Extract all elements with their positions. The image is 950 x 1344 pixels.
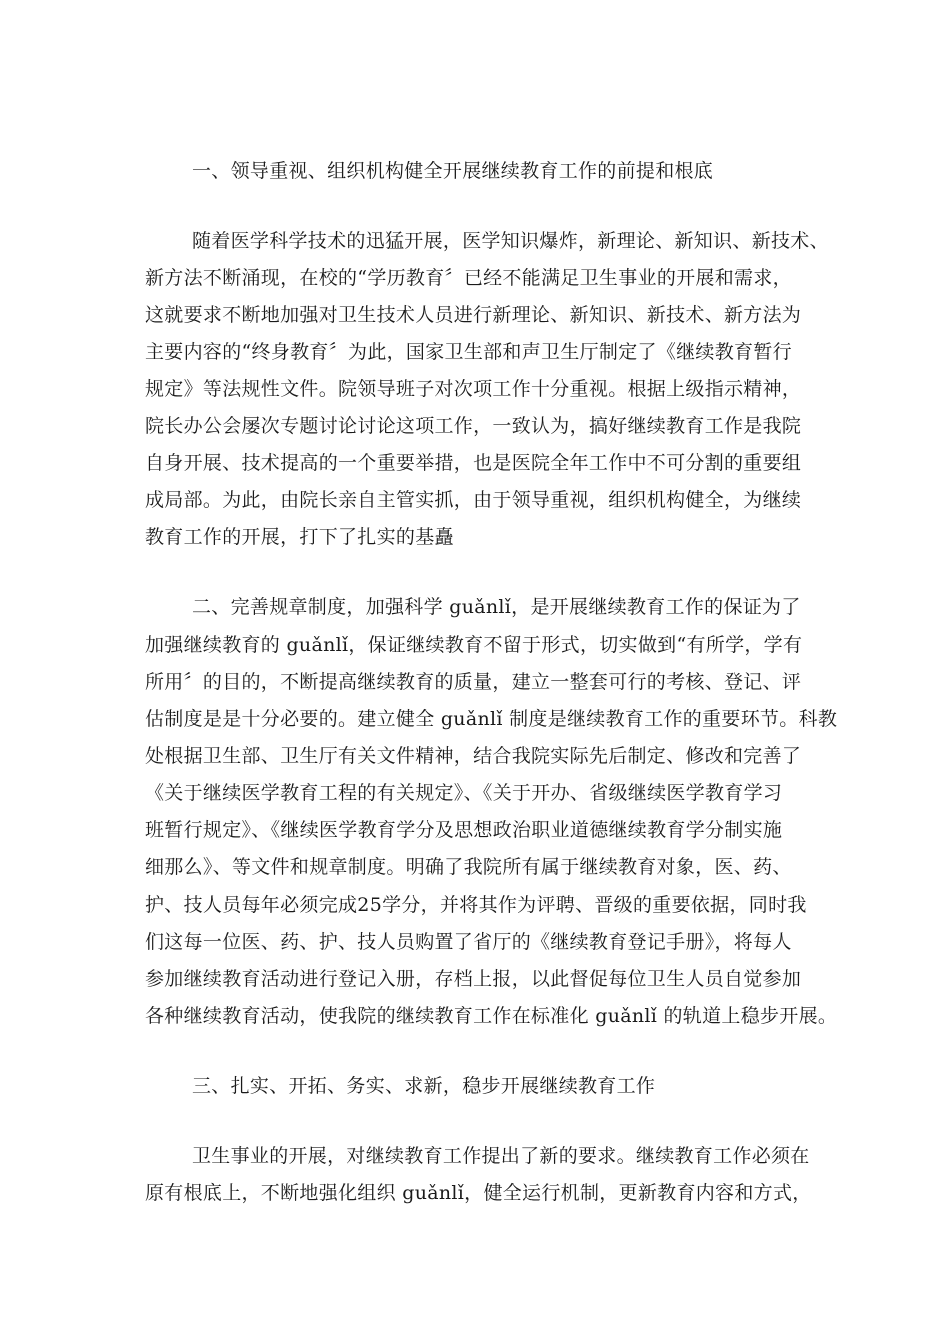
- section2-line: 班暂行规定》、《继续医学教育学分及思想政治职业道德继续教育学分制实施: [145, 819, 783, 841]
- section1-heading: 一、领导重视、组织机构健全开展继续教育工作的前提和根底: [192, 160, 714, 182]
- section1-para-line: 新方法不断涌现，在校的“学历教育〞已经不能满足卫生事业的开展和需求，: [145, 267, 792, 289]
- section2-line: 估制度是是十分必要的。建立健全 guǎnlǐ 制度是继续教育工作的重要环节。科教: [145, 708, 838, 730]
- section2-line: 二、完善规章制度，加强科学 guǎnlǐ，是开展继续教育工作的保证为了: [192, 596, 801, 618]
- section3-para-line: 卫生事业的开展，对继续教育工作提出了新的要求。继续教育工作必须在: [192, 1145, 810, 1167]
- section2-line: 所用〞的目的，不断提高继续教育的质量，建立一整套可行的考核、登记、评: [145, 671, 802, 693]
- section1-para-line: 主要内容的“终身教育〞为此，国家卫生部和声卫生厅制定了《继续教育暂行: [145, 341, 792, 363]
- section2-line: 参加继续教育活动进行登记入册，存档上报，以此督促每位卫生人员自觉参加: [145, 968, 802, 990]
- section2-line: 们这每一位医、药、护、技人员购置了省厅的《继续教育登记手册》，将每人: [145, 931, 792, 953]
- section3-para-line: 原有根底上，不断地强化组织 guǎnlǐ，健全运行机制，更新教育内容和方式，: [145, 1182, 812, 1204]
- section2-line: 处根据卫生部、卫生厅有关文件精神，结合我院实际先后制定、修改和完善了: [145, 745, 802, 767]
- section1-para-line: 院长办公会屡次专题讨论讨论这项工作，一致认为，搞好继续教育工作是我院: [145, 415, 802, 437]
- section2-line: 护、技人员每年必须完成25学分，并将其作为评聘、晋级的重要依据，同时我: [145, 894, 807, 916]
- section2-line: 《关于继续医学教育工程的有关规定》、《关于开办、省级继续医学教育学习: [145, 782, 783, 804]
- section2-line: 细那么》、等文件和规章制度。明确了我院所有属于继续教育对象，医、药、: [145, 856, 792, 878]
- section1-para-line: 随着医学科学技术的迅猛开展，医学知识爆炸，新理论、新知识、新技术、: [192, 230, 829, 252]
- section1-para-line: 这就要求不断地加强对卫生技术人员进行新理论、新知识、新技术、新方法为: [145, 304, 802, 326]
- section3-heading: 三、扎实、开拓、务实、求新，稳步开展继续教育工作: [192, 1075, 656, 1097]
- section1-para-line: 自身开展、技术提高的一个重要举措，也是医院全年工作中不可分割的重要组: [145, 452, 802, 474]
- section2-line: 各种继续教育活动，使我院的继续教育工作在标准化 guǎnlǐ 的轨道上稳步开展。: [145, 1005, 838, 1027]
- section1-para-line: 成局部。为此，由院长亲自主管实抓，由于领导重视，组织机构健全，为继续: [145, 489, 802, 511]
- section1-para-line: 教育工作的开展，打下了扎实的基矗: [145, 526, 454, 548]
- section2-line: 加强继续教育的 guǎnlǐ，保证继续教育不留于形式，切实做到“有所学，学有: [145, 634, 803, 656]
- section1-para-line: 规定》等法规性文件。院领导班子对次项工作十分重视。根据上级指示精神，: [145, 378, 802, 400]
